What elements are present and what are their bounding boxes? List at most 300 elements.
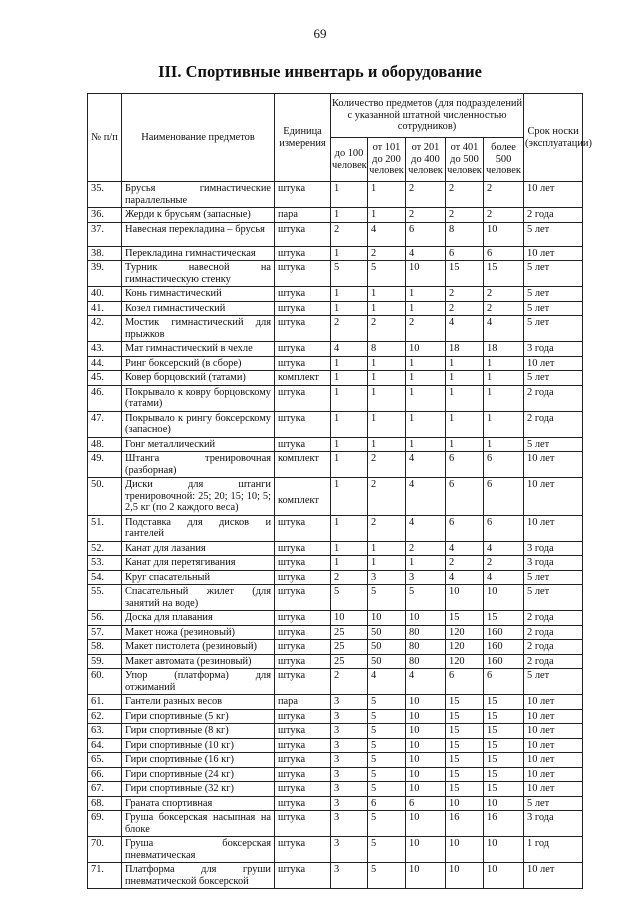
unit-of-measure: комплект bbox=[275, 371, 331, 386]
unit-of-measure: штука bbox=[275, 316, 331, 342]
row-number: 67. bbox=[88, 782, 122, 797]
quantity-cell: 1 bbox=[368, 541, 406, 556]
row-number: 37. bbox=[88, 222, 122, 246]
service-term: 10 лет bbox=[524, 452, 583, 478]
header-unit: Единица измерения bbox=[275, 94, 331, 182]
service-term: 3 года bbox=[524, 811, 583, 837]
table-row bbox=[88, 570, 583, 585]
item-name: Канат для лазания bbox=[122, 541, 275, 556]
table-row bbox=[88, 301, 583, 316]
row-number: 48. bbox=[88, 437, 122, 452]
quantity-cell: 3 bbox=[331, 753, 368, 768]
quantity-cell: 5 bbox=[368, 753, 406, 768]
quantity-cell: 3 bbox=[331, 724, 368, 739]
quantity-cell: 4 bbox=[368, 222, 406, 246]
quantity-cell: 15 bbox=[446, 782, 484, 797]
quantity-cell: 15 bbox=[484, 753, 524, 768]
unit-of-measure: штука bbox=[275, 767, 331, 782]
quantity-cell: 5 bbox=[368, 695, 406, 710]
row-number: 51. bbox=[88, 515, 122, 541]
service-term: 2 года bbox=[524, 625, 583, 640]
unit-of-measure: штука bbox=[275, 837, 331, 863]
service-term: 1 год bbox=[524, 837, 583, 863]
unit-of-measure: штука bbox=[275, 246, 331, 261]
quantity-cell: 1 bbox=[368, 208, 406, 223]
quantity-cell: 1 bbox=[406, 301, 446, 316]
quantity-cell: 1 bbox=[484, 437, 524, 452]
table-row bbox=[88, 541, 583, 556]
unit-of-measure: штука bbox=[275, 222, 331, 246]
table-row bbox=[88, 640, 583, 655]
quantity-cell: 4 bbox=[406, 515, 446, 541]
quantity-cell: 15 bbox=[446, 724, 484, 739]
quantity-cell: 4 bbox=[331, 342, 368, 357]
service-term: 10 лет bbox=[524, 724, 583, 739]
unit-of-measure: штука bbox=[275, 611, 331, 626]
quantity-cell: 10 bbox=[484, 863, 524, 889]
row-number: 53. bbox=[88, 556, 122, 571]
item-name: Граната спортивная bbox=[122, 796, 275, 811]
unit-of-measure: штука bbox=[275, 654, 331, 669]
item-name: Гири спортивные (32 кг) bbox=[122, 782, 275, 797]
quantity-cell: 5 bbox=[331, 261, 368, 287]
table-row bbox=[88, 669, 583, 695]
quantity-cell: 8 bbox=[368, 342, 406, 357]
quantity-cell: 1 bbox=[368, 356, 406, 371]
item-name: Диски для штанги тренировочной: 25; 20; 15; 10; 5; 2,5 кг (по 2 каждого веса) bbox=[122, 478, 275, 516]
row-number: 50. bbox=[88, 478, 122, 516]
quantity-cell: 2 bbox=[406, 541, 446, 556]
service-term: 10 лет bbox=[524, 478, 583, 516]
quantity-cell: 4 bbox=[406, 478, 446, 516]
unit-of-measure: комплект bbox=[275, 478, 331, 516]
quantity-cell: 6 bbox=[484, 478, 524, 516]
table-row bbox=[88, 724, 583, 739]
table-row bbox=[88, 611, 583, 626]
quantity-cell: 2 bbox=[406, 316, 446, 342]
row-number: 56. bbox=[88, 611, 122, 626]
item-name: Жерди к брусьям (запасные) bbox=[122, 208, 275, 223]
service-term: 5 лет bbox=[524, 316, 583, 342]
quantity-cell: 2 bbox=[331, 570, 368, 585]
unit-of-measure: штука bbox=[275, 625, 331, 640]
quantity-cell: 1 bbox=[406, 411, 446, 437]
item-name: Козел гимнастический bbox=[122, 301, 275, 316]
header-term: Срок носки (эксплуатации) bbox=[524, 94, 583, 182]
quantity-cell: 2 bbox=[331, 316, 368, 342]
table-body bbox=[88, 182, 583, 889]
table-row bbox=[88, 437, 583, 452]
unit-of-measure: штука bbox=[275, 356, 331, 371]
row-number: 71. bbox=[88, 863, 122, 889]
header-name: Наименование предметов bbox=[122, 94, 275, 182]
quantity-cell: 160 bbox=[484, 640, 524, 655]
quantity-cell: 15 bbox=[446, 695, 484, 710]
row-number: 55. bbox=[88, 585, 122, 611]
quantity-cell: 16 bbox=[446, 811, 484, 837]
quantity-cell: 15 bbox=[446, 767, 484, 782]
quantity-cell: 2 bbox=[446, 301, 484, 316]
quantity-cell: 4 bbox=[446, 541, 484, 556]
quantity-cell: 6 bbox=[446, 452, 484, 478]
item-name: Макет пистолета (резиновый) bbox=[122, 640, 275, 655]
quantity-cell: 2 bbox=[406, 208, 446, 223]
item-name: Гири спортивные (8 кг) bbox=[122, 724, 275, 739]
quantity-cell: 6 bbox=[368, 796, 406, 811]
quantity-cell: 6 bbox=[484, 669, 524, 695]
table-row bbox=[88, 411, 583, 437]
table-row bbox=[88, 222, 583, 246]
quantity-cell: 3 bbox=[331, 782, 368, 797]
service-term: 10 лет bbox=[524, 709, 583, 724]
quantity-cell: 2 bbox=[484, 301, 524, 316]
unit-of-measure: штука bbox=[275, 753, 331, 768]
table-row bbox=[88, 811, 583, 837]
quantity-cell: 1 bbox=[484, 411, 524, 437]
quantity-cell: 3 bbox=[331, 811, 368, 837]
quantity-cell: 1 bbox=[331, 246, 368, 261]
service-term: 10 лет bbox=[524, 738, 583, 753]
table-row bbox=[88, 556, 583, 571]
quantity-cell: 15 bbox=[484, 611, 524, 626]
item-name: Брусья гимнастические параллельные bbox=[122, 182, 275, 208]
service-term: 10 лет bbox=[524, 782, 583, 797]
row-number: 52. bbox=[88, 541, 122, 556]
quantity-cell: 1 bbox=[406, 385, 446, 411]
quantity-cell: 1 bbox=[446, 411, 484, 437]
quantity-cell: 6 bbox=[446, 669, 484, 695]
row-number: 39. bbox=[88, 261, 122, 287]
quantity-cell: 6 bbox=[446, 478, 484, 516]
quantity-cell: 120 bbox=[446, 654, 484, 669]
row-number: 58. bbox=[88, 640, 122, 655]
unit-of-measure: штука bbox=[275, 301, 331, 316]
service-term: 2 года bbox=[524, 611, 583, 626]
row-number: 69. bbox=[88, 811, 122, 837]
row-number: 43. bbox=[88, 342, 122, 357]
quantity-cell: 10 bbox=[406, 261, 446, 287]
service-term: 10 лет bbox=[524, 356, 583, 371]
quantity-cell: 5 bbox=[368, 782, 406, 797]
quantity-cell: 10 bbox=[446, 585, 484, 611]
service-term: 5 лет bbox=[524, 301, 583, 316]
unit-of-measure: штука bbox=[275, 182, 331, 208]
quantity-cell: 10 bbox=[446, 837, 484, 863]
header-q1: до 100 человек bbox=[331, 138, 368, 182]
quantity-cell: 160 bbox=[484, 625, 524, 640]
header-num: № п/п bbox=[88, 94, 122, 182]
item-name: Макет ножа (резиновый) bbox=[122, 625, 275, 640]
table-row bbox=[88, 863, 583, 889]
quantity-cell: 1 bbox=[331, 385, 368, 411]
quantity-cell: 1 bbox=[406, 437, 446, 452]
quantity-cell: 5 bbox=[331, 585, 368, 611]
item-name: Подставка для дисков и гантелей bbox=[122, 515, 275, 541]
quantity-cell: 2 bbox=[484, 287, 524, 302]
item-name: Штанга тренировочная (разборная) bbox=[122, 452, 275, 478]
row-number: 40. bbox=[88, 287, 122, 302]
unit-of-measure: штука bbox=[275, 640, 331, 655]
quantity-cell: 1 bbox=[331, 541, 368, 556]
quantity-cell: 10 bbox=[406, 724, 446, 739]
service-term: 10 лет bbox=[524, 767, 583, 782]
service-term: 3 года bbox=[524, 541, 583, 556]
service-term: 5 лет bbox=[524, 669, 583, 695]
header-q2: от 101 до 200 человек bbox=[368, 138, 406, 182]
quantity-cell: 1 bbox=[331, 301, 368, 316]
quantity-cell: 80 bbox=[406, 625, 446, 640]
quantity-cell: 1 bbox=[331, 182, 368, 208]
quantity-cell: 25 bbox=[331, 640, 368, 655]
quantity-cell: 2 bbox=[446, 287, 484, 302]
quantity-cell: 3 bbox=[368, 570, 406, 585]
quantity-cell: 10 bbox=[331, 611, 368, 626]
quantity-cell: 10 bbox=[406, 709, 446, 724]
quantity-cell: 2 bbox=[484, 182, 524, 208]
table-row bbox=[88, 753, 583, 768]
table-row bbox=[88, 287, 583, 302]
item-name: Упор (платформа) для отжиманий bbox=[122, 669, 275, 695]
quantity-cell: 4 bbox=[484, 570, 524, 585]
service-term: 10 лет bbox=[524, 753, 583, 768]
quantity-cell: 10 bbox=[406, 767, 446, 782]
quantity-cell: 2 bbox=[446, 182, 484, 208]
table-row bbox=[88, 738, 583, 753]
quantity-cell: 10 bbox=[406, 782, 446, 797]
quantity-cell: 1 bbox=[331, 411, 368, 437]
quantity-cell: 15 bbox=[484, 709, 524, 724]
table-row bbox=[88, 625, 583, 640]
table-row bbox=[88, 782, 583, 797]
quantity-cell: 1 bbox=[331, 356, 368, 371]
quantity-cell: 15 bbox=[446, 611, 484, 626]
service-term: 5 лет bbox=[524, 585, 583, 611]
row-number: 59. bbox=[88, 654, 122, 669]
unit-of-measure: штука bbox=[275, 556, 331, 571]
quantity-cell: 1 bbox=[331, 556, 368, 571]
quantity-cell: 3 bbox=[331, 738, 368, 753]
quantity-cell: 80 bbox=[406, 654, 446, 669]
quantity-cell: 1 bbox=[368, 385, 406, 411]
service-term: 10 лет bbox=[524, 695, 583, 710]
header-q4: от 401 до 500 человек bbox=[446, 138, 484, 182]
quantity-cell: 4 bbox=[446, 316, 484, 342]
unit-of-measure: штука bbox=[275, 709, 331, 724]
quantity-cell: 15 bbox=[446, 709, 484, 724]
quantity-cell: 1 bbox=[446, 356, 484, 371]
quantity-cell: 10 bbox=[406, 738, 446, 753]
table-row bbox=[88, 246, 583, 261]
service-term: 2 года bbox=[524, 654, 583, 669]
quantity-cell: 5 bbox=[368, 261, 406, 287]
quantity-cell: 10 bbox=[406, 342, 446, 357]
quantity-cell: 3 bbox=[406, 570, 446, 585]
quantity-cell: 80 bbox=[406, 640, 446, 655]
service-term: 5 лет bbox=[524, 261, 583, 287]
quantity-cell: 1 bbox=[446, 371, 484, 386]
quantity-cell: 2 bbox=[484, 208, 524, 223]
unit-of-measure: штука bbox=[275, 811, 331, 837]
unit-of-measure: штука bbox=[275, 261, 331, 287]
unit-of-measure: штука bbox=[275, 437, 331, 452]
quantity-cell: 6 bbox=[446, 515, 484, 541]
quantity-cell: 3 bbox=[331, 709, 368, 724]
unit-of-measure: штука bbox=[275, 796, 331, 811]
unit-of-measure: штука bbox=[275, 782, 331, 797]
item-name: Мат гимнастический в чехле bbox=[122, 342, 275, 357]
quantity-cell: 5 bbox=[368, 709, 406, 724]
quantity-cell: 1 bbox=[368, 556, 406, 571]
item-name: Перекладина гимнастическая bbox=[122, 246, 275, 261]
quantity-cell: 2 bbox=[368, 478, 406, 516]
quantity-cell: 1 bbox=[484, 371, 524, 386]
header-q3: от 201 до 400 человек bbox=[406, 138, 446, 182]
quantity-cell: 15 bbox=[484, 738, 524, 753]
item-name: Ринг боксерский (в сборе) bbox=[122, 356, 275, 371]
service-term: 2 года bbox=[524, 385, 583, 411]
row-number: 42. bbox=[88, 316, 122, 342]
item-name: Конь гимнастический bbox=[122, 287, 275, 302]
quantity-cell: 25 bbox=[331, 625, 368, 640]
quantity-cell: 1 bbox=[406, 556, 446, 571]
inventory-table bbox=[87, 93, 592, 889]
service-term: 3 года bbox=[524, 342, 583, 357]
unit-of-measure: штука bbox=[275, 385, 331, 411]
quantity-cell: 15 bbox=[446, 738, 484, 753]
quantity-cell: 120 bbox=[446, 625, 484, 640]
quantity-cell: 1 bbox=[331, 478, 368, 516]
quantity-cell: 1 bbox=[484, 356, 524, 371]
unit-of-measure: штука bbox=[275, 669, 331, 695]
quantity-cell: 10 bbox=[406, 753, 446, 768]
item-name: Гири спортивные (10 кг) bbox=[122, 738, 275, 753]
service-term: 5 лет bbox=[524, 570, 583, 585]
item-name: Груша боксерская пневматическая bbox=[122, 837, 275, 863]
quantity-cell: 15 bbox=[446, 753, 484, 768]
quantity-cell: 2 bbox=[368, 316, 406, 342]
quantity-cell: 2 bbox=[368, 452, 406, 478]
quantity-cell: 3 bbox=[331, 796, 368, 811]
quantity-cell: 5 bbox=[368, 837, 406, 863]
quantity-cell: 6 bbox=[484, 246, 524, 261]
unit-of-measure: штука bbox=[275, 287, 331, 302]
quantity-cell: 4 bbox=[484, 541, 524, 556]
quantity-cell: 1 bbox=[331, 437, 368, 452]
quantity-cell: 5 bbox=[406, 585, 446, 611]
unit-of-measure: штука bbox=[275, 541, 331, 556]
item-name: Турник навесной на гимнастическую стенку bbox=[122, 261, 275, 287]
service-term: 5 лет bbox=[524, 437, 583, 452]
unit-of-measure: штука bbox=[275, 411, 331, 437]
service-term: 2 года bbox=[524, 208, 583, 223]
quantity-cell: 10 bbox=[406, 611, 446, 626]
item-name: Канат для перетягивания bbox=[122, 556, 275, 571]
table-row bbox=[88, 478, 583, 516]
quantity-cell: 5 bbox=[368, 811, 406, 837]
item-name: Гантели разных весов bbox=[122, 695, 275, 710]
item-name: Платформа для груши пневматической боксерской bbox=[122, 863, 275, 889]
quantity-cell: 50 bbox=[368, 640, 406, 655]
row-number: 46. bbox=[88, 385, 122, 411]
quantity-cell: 16 bbox=[484, 811, 524, 837]
quantity-cell: 1 bbox=[331, 515, 368, 541]
unit-of-measure: комплект bbox=[275, 452, 331, 478]
unit-of-measure: штука bbox=[275, 342, 331, 357]
item-name: Гонг металлический bbox=[122, 437, 275, 452]
service-term: 2 года bbox=[524, 640, 583, 655]
page-number: 69 bbox=[313, 26, 327, 41]
header-q5: более 500 человек bbox=[484, 138, 524, 182]
quantity-cell: 1 bbox=[331, 287, 368, 302]
quantity-cell: 5 bbox=[368, 585, 406, 611]
row-number: 63. bbox=[88, 724, 122, 739]
table-row bbox=[88, 371, 583, 386]
table-row bbox=[88, 452, 583, 478]
quantity-cell: 10 bbox=[406, 837, 446, 863]
row-number: 44. bbox=[88, 356, 122, 371]
document-title: III. Спортивные инвентарь и оборудование bbox=[158, 62, 482, 81]
service-term: 10 лет bbox=[524, 863, 583, 889]
quantity-cell: 1 bbox=[331, 208, 368, 223]
service-term: 5 лет bbox=[524, 371, 583, 386]
quantity-cell: 15 bbox=[484, 724, 524, 739]
quantity-cell: 2 bbox=[331, 222, 368, 246]
table-row bbox=[88, 316, 583, 342]
quantity-cell: 1 bbox=[446, 385, 484, 411]
quantity-cell: 3 bbox=[331, 863, 368, 889]
unit-of-measure: штука bbox=[275, 863, 331, 889]
quantity-cell: 5 bbox=[368, 738, 406, 753]
quantity-cell: 1 bbox=[331, 371, 368, 386]
table-row bbox=[88, 182, 583, 208]
quantity-cell: 1 bbox=[368, 371, 406, 386]
quantity-cell: 10 bbox=[484, 585, 524, 611]
quantity-cell: 18 bbox=[446, 342, 484, 357]
quantity-cell: 15 bbox=[484, 261, 524, 287]
service-term: 3 года bbox=[524, 556, 583, 571]
quantity-cell: 3 bbox=[331, 695, 368, 710]
quantity-cell: 15 bbox=[484, 695, 524, 710]
unit-of-measure: штука bbox=[275, 585, 331, 611]
quantity-cell: 2 bbox=[484, 556, 524, 571]
quantity-cell: 5 bbox=[368, 724, 406, 739]
quantity-cell: 4 bbox=[484, 316, 524, 342]
quantity-cell: 2 bbox=[331, 669, 368, 695]
item-name: Навесная перекладина – брусья bbox=[122, 222, 275, 246]
quantity-cell: 5 bbox=[368, 863, 406, 889]
quantity-cell: 1 bbox=[331, 452, 368, 478]
quantity-cell: 2 bbox=[368, 515, 406, 541]
quantity-cell: 3 bbox=[331, 767, 368, 782]
header-quantity-group: Количество предметов (для подразделений с указанной штатной численностью сотрудников) bbox=[331, 94, 524, 138]
quantity-cell: 2 bbox=[406, 182, 446, 208]
table-row bbox=[88, 796, 583, 811]
quantity-cell: 10 bbox=[484, 222, 524, 246]
quantity-cell: 3 bbox=[331, 837, 368, 863]
quantity-cell: 10 bbox=[446, 796, 484, 811]
item-name: Гири спортивные (24 кг) bbox=[122, 767, 275, 782]
quantity-cell: 4 bbox=[406, 452, 446, 478]
quantity-cell: 120 bbox=[446, 640, 484, 655]
quantity-cell: 10 bbox=[406, 811, 446, 837]
service-term: 10 лет bbox=[524, 182, 583, 208]
quantity-cell: 6 bbox=[406, 222, 446, 246]
quantity-cell: 6 bbox=[446, 246, 484, 261]
quantity-cell: 1 bbox=[368, 287, 406, 302]
table-row bbox=[88, 385, 583, 411]
item-name: Доска для плавания bbox=[122, 611, 275, 626]
item-name: Груша боксерская насыпная на блоке bbox=[122, 811, 275, 837]
